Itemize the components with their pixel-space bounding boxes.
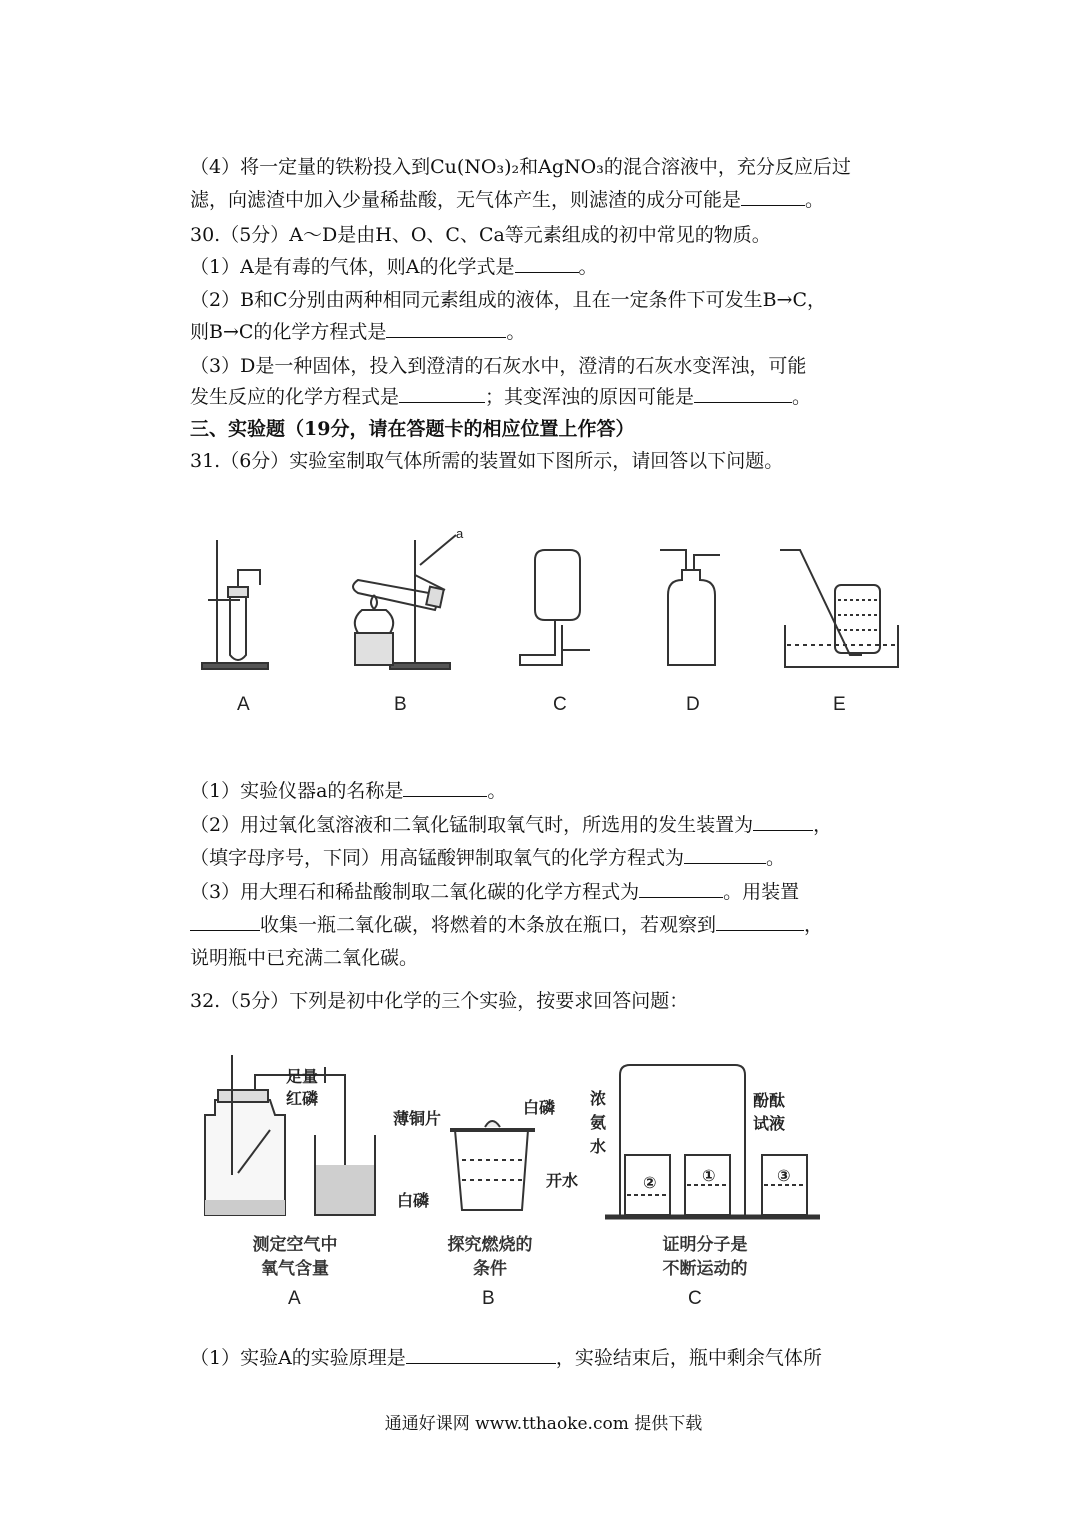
- c-tag-ammonia-3: 水: [590, 1137, 607, 1156]
- c-tag-ammonia-2: 氨: [590, 1113, 607, 1132]
- q30-part2-line1: （2）B和C分别由两种相同元素组成的液体，且在一定条件下可发生B→C，: [190, 289, 827, 311]
- q30-part3-line1: （3）D是一种固体，投入到澄清的石灰水中，澄清的石灰水变浑浊，可能: [190, 355, 807, 377]
- answer-blank[interactable]: [406, 1343, 556, 1364]
- q30-part2-line2: 则B→C的化学方程式是 。: [190, 317, 525, 347]
- c-tag-phenolphthalein-2: 试液: [753, 1114, 786, 1133]
- q32-label-C: C: [688, 1288, 702, 1309]
- c-beaker-3: ③: [777, 1166, 791, 1185]
- answer-blank[interactable]: [399, 382, 485, 403]
- q31-part3-line1: （3）用大理石和稀盐酸制取二氧化碳的化学方程式为 。用装置: [190, 877, 799, 907]
- b-tag-white-phosphorus-bottom: 白磷: [397, 1191, 430, 1210]
- figure-label-C: C: [553, 694, 567, 715]
- c-tag-phenolphthalein-1: 酚酞: [753, 1091, 786, 1110]
- answer-blank[interactable]: [190, 910, 260, 931]
- c-tag-ammonia-1: 浓: [590, 1089, 607, 1108]
- q32-label-B: B: [482, 1288, 495, 1309]
- figure-label-E: E: [833, 694, 846, 715]
- answer-blank[interactable]: [716, 910, 804, 931]
- answer-blank[interactable]: [694, 382, 792, 403]
- c-caption: 证明分子是 不断运动的: [662, 1235, 748, 1279]
- q31-part3-line2: 收集一瓶二氧化碳，将燃着的木条放在瓶口，若观察到 ，: [190, 910, 823, 940]
- answer-blank[interactable]: [741, 185, 805, 206]
- section-heading: 三、实验题（19分，请在答题卡的相应位置上作答）: [190, 418, 635, 440]
- figure-label-A: A: [237, 694, 250, 715]
- b-tag-white-phosphorus-top: 白磷: [523, 1098, 556, 1117]
- q31-stem: 31.（6分）实验室制取气体所需的装置如下图所示，请回答以下问题。: [190, 450, 784, 472]
- figure-label-D: D: [686, 694, 700, 715]
- page-footer: 通通好课网 www.tthaoke.com 提供下载: [384, 1414, 703, 1434]
- q31-apparatus-figure: [190, 525, 910, 675]
- answer-blank[interactable]: [515, 252, 579, 273]
- q30-part3-line2: 发生反应的化学方程式是 ；其变浑浊的原因可能是 。: [190, 382, 811, 412]
- b-tag-copper: 薄铜片: [393, 1109, 442, 1128]
- b-tag-boiling-water: 开水: [546, 1171, 579, 1190]
- q31-part1: （1）实验仪器a的名称是 。: [190, 776, 506, 806]
- q29-part4-line1: （4）将一定量的铁粉投入到Cu(NO₃)₂和AgNO₃的混合溶液中，充分反应后过: [190, 156, 851, 178]
- a-tag-amount: 足量: [286, 1067, 319, 1086]
- answer-blank[interactable]: [753, 810, 813, 831]
- pointer-label-a: a: [456, 526, 464, 541]
- a-caption: 测定空气中 氧气含量: [252, 1235, 338, 1279]
- b-caption: 探究燃烧的 条件: [447, 1235, 533, 1279]
- figure-label-B: B: [394, 694, 407, 715]
- c-beaker-1: ①: [702, 1166, 716, 1185]
- answer-blank[interactable]: [639, 877, 723, 898]
- q30-part1: （1）A是有毒的气体，则A的化学式是 。: [190, 252, 598, 282]
- q31-part2-line1: （2）用过氧化氢溶液和二氧化锰制取氧气时，所选用的发生装置为 ，: [190, 810, 832, 840]
- q32-part1: （1）实验A的实验原理是 ，实验结束后，瓶中剩余气体所: [190, 1343, 822, 1373]
- q31-part3-line3: 说明瓶中已充满二氧化碳。: [190, 947, 419, 969]
- q30-stem: 30.（5分）A～D是由H、O、C、Ca等元素组成的初中常见的物质。: [190, 224, 771, 246]
- q32-label-A: A: [288, 1288, 301, 1309]
- answer-blank[interactable]: [403, 776, 487, 797]
- answer-blank[interactable]: [684, 843, 766, 864]
- a-tag-red-phosphorus: 红磷: [286, 1089, 319, 1108]
- c-beaker-2: ②: [643, 1173, 657, 1192]
- q29-part4-text: 滤，向滤渣中加入少量稀盐酸，无气体产生，则滤渣的成分可能是: [190, 189, 742, 211]
- q32-stem: 32.（5分）下列是初中化学的三个实验，按要求回答问题：: [190, 990, 689, 1012]
- q29-part4-line2: 滤，向滤渣中加入少量稀盐酸，无气体产生，则滤渣的成分可能是 。: [190, 185, 824, 215]
- answer-blank[interactable]: [386, 317, 506, 338]
- q31-part2-line2: （填字母序号，下同）用高锰酸钾制取氧气的化学方程式为 。: [190, 843, 785, 873]
